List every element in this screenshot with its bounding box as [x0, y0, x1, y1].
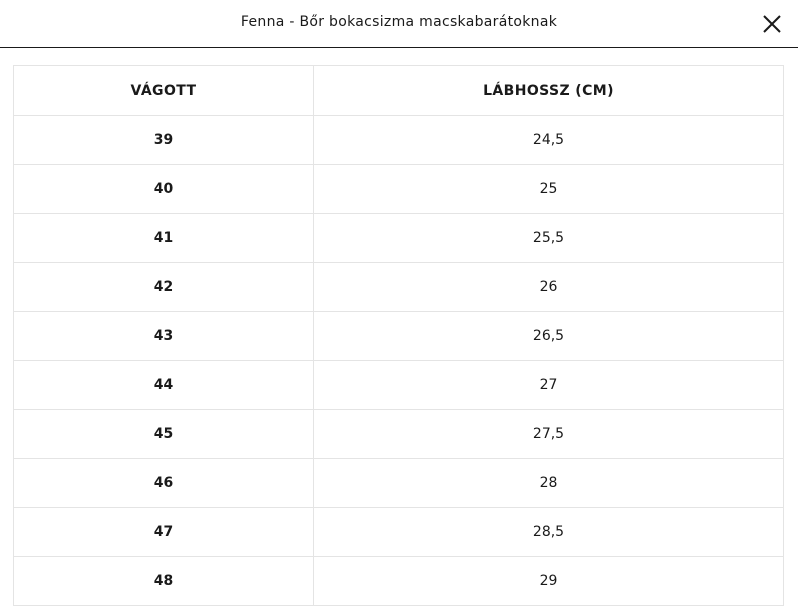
- length-cell: 29: [314, 557, 784, 606]
- size-cell: 46: [14, 459, 314, 508]
- close-button[interactable]: [760, 12, 784, 36]
- header-size: VÁGOTT: [14, 66, 314, 116]
- length-cell: 25: [314, 165, 784, 214]
- size-cell: 40: [14, 165, 314, 214]
- table-row: [14, 263, 784, 312]
- size-cell: 41: [14, 214, 314, 263]
- table-row: [14, 165, 784, 214]
- table-header-row: [14, 66, 784, 116]
- length-cell: 26: [314, 263, 784, 312]
- size-cell: 39: [14, 116, 314, 165]
- length-cell: 26,5: [314, 312, 784, 361]
- length-cell: 27: [314, 361, 784, 410]
- table-row: [14, 312, 784, 361]
- length-cell: 24,5: [314, 116, 784, 165]
- length-cell: 28: [314, 459, 784, 508]
- size-table: [13, 65, 784, 606]
- header-foot-length: LÁBHOSSZ (CM): [314, 66, 784, 116]
- table-row: [14, 410, 784, 459]
- size-cell: 47: [14, 508, 314, 557]
- table-row: [14, 116, 784, 165]
- table-row: [14, 459, 784, 508]
- table-row: [14, 557, 784, 606]
- table-row: [14, 508, 784, 557]
- modal-header: [0, 0, 798, 48]
- size-cell: 44: [14, 361, 314, 410]
- table-row: [14, 214, 784, 263]
- length-cell: 28,5: [314, 508, 784, 557]
- length-cell: 25,5: [314, 214, 784, 263]
- size-cell: 43: [14, 312, 314, 361]
- close-icon: [760, 12, 784, 36]
- modal-title: Fenna - Bőr bokacsizma macskabarátoknak: [240, 14, 558, 30]
- size-chart: [13, 65, 783, 606]
- table-row: [14, 361, 784, 410]
- size-cell: 45: [14, 410, 314, 459]
- size-cell: 42: [14, 263, 314, 312]
- length-cell: 27,5: [314, 410, 784, 459]
- size-cell: 48: [14, 557, 314, 606]
